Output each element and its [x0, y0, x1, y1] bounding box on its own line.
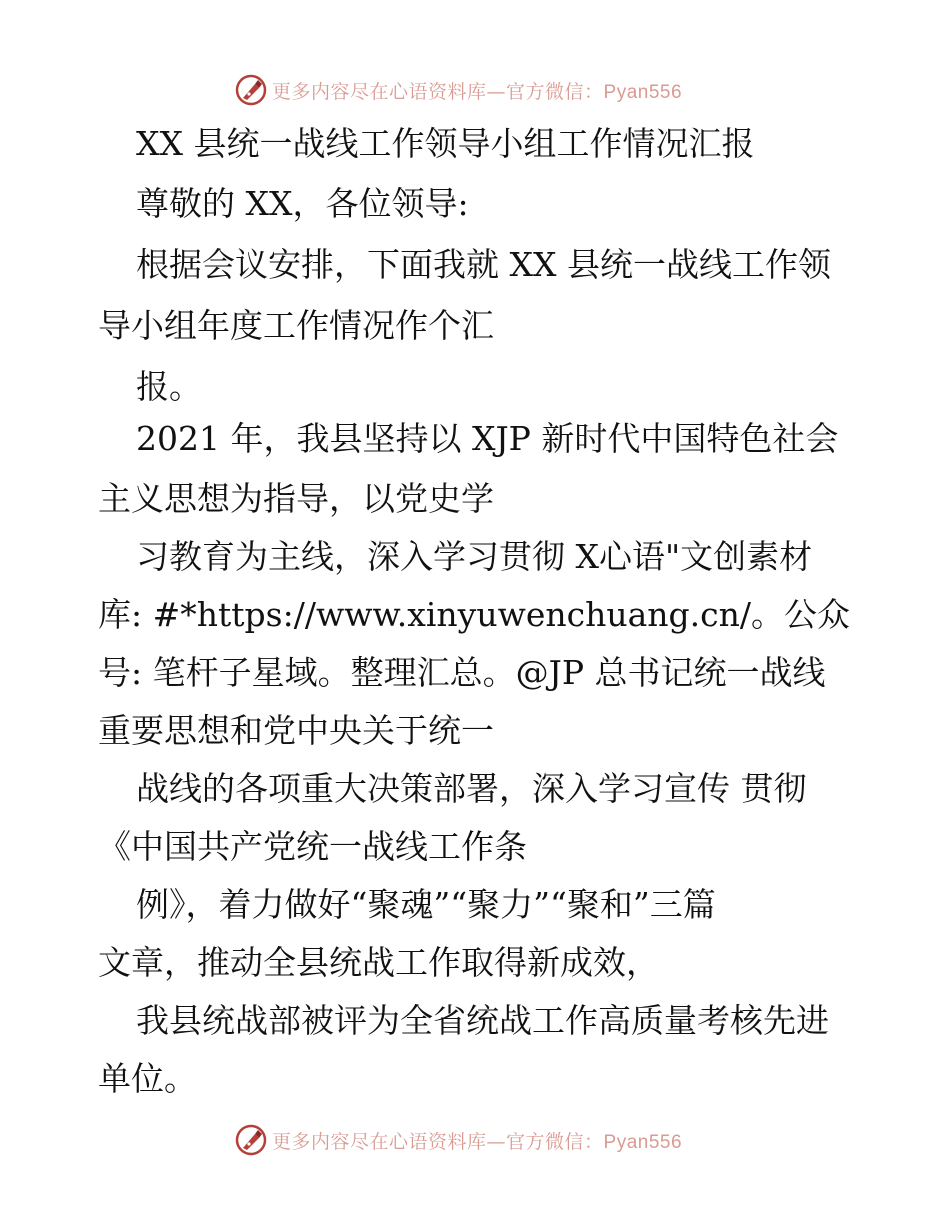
body-line: 库: #*https://www.xinyuwenchuang.cn/。公众 [98, 595, 850, 634]
body-line: 2021 年，我县坚持以 XJP 新时代中国特色社会 [136, 419, 839, 458]
watermark-text-top [272, 77, 682, 104]
body-line: 我县统战部被评为全省统战工作高质量考核先进 [136, 1001, 829, 1040]
report-title: XX 县统一战线工作领导小组工作情况汇报 [136, 124, 755, 163]
body-line: 重要思想和党中央关于统一 [98, 711, 494, 750]
watermark-text-bottom [272, 1127, 682, 1154]
watermark-banner-top [234, 72, 682, 108]
body-line: 根据会议安排，下面我就 XX 县统一战线工作领 [136, 245, 831, 284]
watermark-brand: 更多内容尽在心语资料库 [272, 80, 487, 103]
watermark-wechat-id: Pyan556 [603, 81, 683, 103]
salutation: 尊敬的 XX，各位领导: [136, 184, 469, 223]
watermark-wechat-label: 官方微信： [506, 1130, 604, 1153]
body-line: 导小组年度工作情况作个汇 [98, 306, 494, 345]
body-line: 习教育为主线，深入学习贯彻 X心语"文创素材 [136, 537, 813, 576]
body-line: 例》，着力做好“聚魂”“聚力”“聚和”三篇 [136, 885, 716, 924]
pen-nib-circle-icon [234, 1123, 268, 1157]
body-line: 单位。 [98, 1059, 197, 1098]
watermark-wechat-label: 官方微信： [506, 80, 604, 103]
body-line: 报。 [136, 367, 202, 406]
watermark-separator: — [486, 1130, 507, 1153]
watermark-banner-bottom [234, 1122, 682, 1158]
body-line: 战线的各项重大决策部署，深入学习宣传 贯彻 [136, 769, 807, 808]
body-line: 号: 笔杆子星域。整理汇总。@JP 总书记统一战线 [98, 653, 826, 692]
body-line: 文章，推动全县统战工作取得新成效， [98, 943, 659, 982]
watermark-separator: — [486, 80, 507, 103]
body-line: 《中国共产党统一战线工作条 [98, 827, 527, 866]
body-line: 主义思想为指导，以党史学 [98, 479, 494, 518]
watermark-brand: 更多内容尽在心语资料库 [272, 1130, 487, 1153]
pen-nib-circle-icon [234, 73, 268, 107]
watermark-wechat-id: Pyan556 [603, 1131, 683, 1153]
